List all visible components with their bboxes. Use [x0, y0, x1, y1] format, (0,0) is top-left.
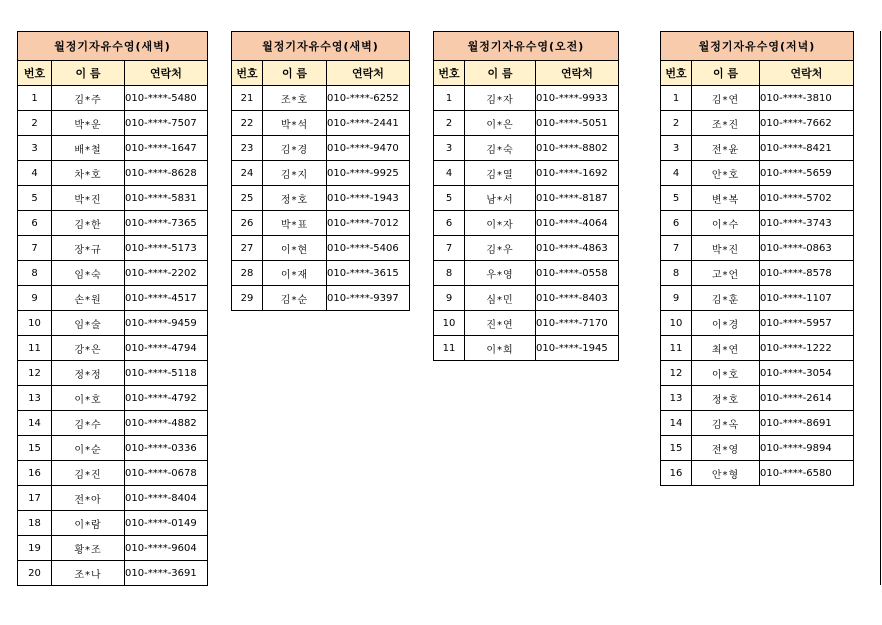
member-contact: 010-****-2614: [760, 386, 854, 411]
member-name: 이*경: [692, 311, 760, 336]
member-number: 4: [661, 161, 692, 186]
member-name: 남*서: [465, 186, 536, 211]
member-contact: 010-****-5831: [125, 186, 208, 211]
member-name: 박*진: [692, 236, 760, 261]
member-name: 조*호: [263, 86, 327, 111]
member-number: 1: [434, 86, 465, 111]
column-header-name: 이 름: [263, 61, 327, 86]
table-row: [434, 236, 619, 261]
column-header-contact: 연락처: [125, 61, 208, 86]
table-row: [232, 161, 410, 186]
member-name: 김*수: [52, 411, 125, 436]
table-row: [434, 86, 619, 111]
table-row: [232, 261, 410, 286]
table-row: [661, 236, 854, 261]
member-number: 7: [434, 236, 465, 261]
table-row: [18, 536, 208, 561]
member-name: 임*숙: [52, 261, 125, 286]
member-number: 12: [661, 361, 692, 386]
member-number: 10: [18, 311, 52, 336]
table-title: 월정기자유수영(저녁): [661, 32, 854, 61]
member-number: 23: [232, 136, 263, 161]
member-number: 6: [18, 211, 52, 236]
table-row: [232, 211, 410, 236]
table-row: [232, 236, 410, 261]
member-number: 13: [18, 386, 52, 411]
member-name: 전*아: [52, 486, 125, 511]
member-name: 이*은: [465, 111, 536, 136]
member-name: 이*람: [52, 511, 125, 536]
member-number: 11: [18, 336, 52, 361]
member-contact: 010-****-8628: [125, 161, 208, 186]
table-row: [18, 336, 208, 361]
member-contact: 010-****-3691: [125, 561, 208, 586]
member-number: 3: [434, 136, 465, 161]
table-row: [18, 386, 208, 411]
member-contact: 010-****-9894: [760, 436, 854, 461]
table-row: [661, 411, 854, 436]
table-row: [18, 111, 208, 136]
member-name: 손*원: [52, 286, 125, 311]
member-number: 9: [661, 286, 692, 311]
table-row: [661, 361, 854, 386]
member-number: 26: [232, 211, 263, 236]
member-number: 8: [18, 261, 52, 286]
member-name: 안*형: [692, 461, 760, 486]
member-name: 이*재: [263, 261, 327, 286]
member-contact: 010-****-5659: [760, 161, 854, 186]
column-header-contact: 연락처: [536, 61, 619, 86]
member-name: 이*희: [465, 336, 536, 361]
member-name: 박*운: [52, 111, 125, 136]
member-contact: 010-****-3054: [760, 361, 854, 386]
member-name: 고*언: [692, 261, 760, 286]
member-name: 진*연: [465, 311, 536, 336]
member-number: 10: [434, 311, 465, 336]
member-name: 조*진: [692, 111, 760, 136]
member-contact: 010-****-8403: [536, 286, 619, 311]
member-contact: 010-****-8578: [760, 261, 854, 286]
member-contact: 010-****-7662: [760, 111, 854, 136]
member-name: 이*수: [692, 211, 760, 236]
table-row: [661, 461, 854, 486]
member-number: 8: [661, 261, 692, 286]
page-edge-divider: [880, 31, 881, 585]
member-contact: 010-****-4794: [125, 336, 208, 361]
member-contact: 010-****-4064: [536, 211, 619, 236]
member-number: 6: [661, 211, 692, 236]
table-row: [18, 511, 208, 536]
member-name: 정*호: [263, 186, 327, 211]
column-header-name: 이 름: [465, 61, 536, 86]
member-name: 김*순: [263, 286, 327, 311]
member-contact: 010-****-0863: [760, 236, 854, 261]
member-number: 25: [232, 186, 263, 211]
member-name: 임*술: [52, 311, 125, 336]
member-contact: 010-****-5118: [125, 361, 208, 386]
member-number: 27: [232, 236, 263, 261]
member-number: 3: [661, 136, 692, 161]
table-row: [661, 261, 854, 286]
member-contact: 010-****-1692: [536, 161, 619, 186]
column-header-number: 번호: [661, 61, 692, 86]
member-contact: 010-****-9604: [125, 536, 208, 561]
member-name: 최*연: [692, 336, 760, 361]
member-contact: 010-****-9933: [536, 86, 619, 111]
table-row: [434, 286, 619, 311]
table-row: [18, 136, 208, 161]
member-name: 김*옥: [692, 411, 760, 436]
member-number: 11: [661, 336, 692, 361]
member-number: 22: [232, 111, 263, 136]
member-name: 김*우: [465, 236, 536, 261]
table-row: [18, 411, 208, 436]
member-number: 2: [661, 111, 692, 136]
column-header-contact: 연락처: [760, 61, 854, 86]
member-contact: 010-****-1222: [760, 336, 854, 361]
member-contact: 010-****-7012: [327, 211, 410, 236]
member-contact: 010-****-4792: [125, 386, 208, 411]
member-number: 13: [661, 386, 692, 411]
member-contact: 010-****-9459: [125, 311, 208, 336]
member-number: 20: [18, 561, 52, 586]
table-row: [661, 386, 854, 411]
member-name: 전*영: [692, 436, 760, 461]
member-name: 김*진: [52, 461, 125, 486]
member-number: 5: [434, 186, 465, 211]
member-number: 2: [434, 111, 465, 136]
member-name: 조*나: [52, 561, 125, 586]
table-title: 월정기자유수영(새벽): [18, 32, 208, 61]
member-contact: 010-****-7365: [125, 211, 208, 236]
member-number: 17: [18, 486, 52, 511]
column-header-contact: 연락처: [327, 61, 410, 86]
member-number: 18: [18, 511, 52, 536]
member-contact: 010-****-5406: [327, 236, 410, 261]
member-contact: 010-****-0149: [125, 511, 208, 536]
member-name: 김*열: [465, 161, 536, 186]
member-name: 이*호: [692, 361, 760, 386]
table-row: [661, 136, 854, 161]
table-row: [18, 436, 208, 461]
member-name: 김*지: [263, 161, 327, 186]
member-table-dawn-1: [17, 31, 208, 586]
member-name: 김*한: [52, 211, 125, 236]
member-name: 우*영: [465, 261, 536, 286]
member-number: 3: [18, 136, 52, 161]
table-row: [661, 111, 854, 136]
member-number: 10: [661, 311, 692, 336]
table-row: [434, 186, 619, 211]
member-contact: 010-****-9397: [327, 286, 410, 311]
member-contact: 010-****-0678: [125, 461, 208, 486]
member-number: 6: [434, 211, 465, 236]
member-name: 박*석: [263, 111, 327, 136]
member-number: 29: [232, 286, 263, 311]
table-row: [434, 161, 619, 186]
member-contact: 010-****-8802: [536, 136, 619, 161]
member-number: 15: [18, 436, 52, 461]
member-contact: 010-****-1647: [125, 136, 208, 161]
member-name: 박*표: [263, 211, 327, 236]
member-table-dawn-2: [231, 31, 410, 311]
table-row: [661, 186, 854, 211]
member-name: 황*조: [52, 536, 125, 561]
member-name: 차*호: [52, 161, 125, 186]
member-number: 16: [18, 461, 52, 486]
table-row: [18, 561, 208, 586]
table-row: [18, 211, 208, 236]
member-table-morning: [433, 31, 619, 361]
member-contact: 010-****-4863: [536, 236, 619, 261]
table-row: [434, 111, 619, 136]
table-row: [661, 311, 854, 336]
member-number: 4: [18, 161, 52, 186]
member-number: 21: [232, 86, 263, 111]
member-contact: 010-****-6580: [760, 461, 854, 486]
member-contact: 010-****-0558: [536, 261, 619, 286]
table-row: [18, 86, 208, 111]
member-number: 7: [18, 236, 52, 261]
member-contact: 010-****-4517: [125, 286, 208, 311]
member-contact: 010-****-8691: [760, 411, 854, 436]
table-row: [18, 161, 208, 186]
member-name: 이*현: [263, 236, 327, 261]
member-number: 8: [434, 261, 465, 286]
member-number: 1: [661, 86, 692, 111]
table-row: [18, 311, 208, 336]
member-name: 배*철: [52, 136, 125, 161]
table-row: [661, 336, 854, 361]
table-row: [661, 286, 854, 311]
member-contact: 010-****-3743: [760, 211, 854, 236]
member-contact: 010-****-4882: [125, 411, 208, 436]
member-contact: 010-****-1107: [760, 286, 854, 311]
table-row: [18, 236, 208, 261]
member-number: 19: [18, 536, 52, 561]
table-row: [232, 111, 410, 136]
member-name: 장*규: [52, 236, 125, 261]
member-name: 강*은: [52, 336, 125, 361]
table-row: [18, 486, 208, 511]
member-contact: 010-****-7170: [536, 311, 619, 336]
member-name: 김*자: [465, 86, 536, 111]
member-table-evening: [660, 31, 854, 486]
member-contact: 010-****-2441: [327, 111, 410, 136]
column-header-name: 이 름: [52, 61, 125, 86]
member-number: 5: [18, 186, 52, 211]
table-row: [661, 436, 854, 461]
member-name: 정*호: [692, 386, 760, 411]
column-header-number: 번호: [18, 61, 52, 86]
member-name: 김*주: [52, 86, 125, 111]
table-row: [232, 186, 410, 211]
table-row: [661, 211, 854, 236]
table-row: [434, 336, 619, 361]
member-name: 전*윤: [692, 136, 760, 161]
member-contact: 010-****-7507: [125, 111, 208, 136]
table-row: [18, 361, 208, 386]
member-number: 5: [661, 186, 692, 211]
table-row: [661, 86, 854, 111]
member-name: 이*호: [52, 386, 125, 411]
member-contact: 010-****-1945: [536, 336, 619, 361]
table-row: [18, 261, 208, 286]
column-header-number: 번호: [434, 61, 465, 86]
member-contact: 010-****-8187: [536, 186, 619, 211]
member-number: 9: [18, 286, 52, 311]
table-row: [232, 136, 410, 161]
member-contact: 010-****-3810: [760, 86, 854, 111]
member-contact: 010-****-5173: [125, 236, 208, 261]
member-name: 정*정: [52, 361, 125, 386]
table-row: [18, 186, 208, 211]
table-row: [434, 211, 619, 236]
member-name: 김*경: [263, 136, 327, 161]
member-name: 김*숙: [465, 136, 536, 161]
table-row: [434, 261, 619, 286]
member-number: 11: [434, 336, 465, 361]
table-row: [18, 461, 208, 486]
member-name: 박*진: [52, 186, 125, 211]
table-title: 월정기자유수영(오전): [434, 32, 619, 61]
member-number: 14: [18, 411, 52, 436]
member-number: 4: [434, 161, 465, 186]
member-contact: 010-****-5957: [760, 311, 854, 336]
table-row: [661, 161, 854, 186]
member-contact: 010-****-5702: [760, 186, 854, 211]
member-contact: 010-****-1943: [327, 186, 410, 211]
member-number: 2: [18, 111, 52, 136]
member-contact: 010-****-8404: [125, 486, 208, 511]
table-row: [18, 286, 208, 311]
table-row: [232, 286, 410, 311]
member-number: 28: [232, 261, 263, 286]
member-name: 김*훈: [692, 286, 760, 311]
member-number: 16: [661, 461, 692, 486]
member-number: 1: [18, 86, 52, 111]
member-name: 변*복: [692, 186, 760, 211]
member-contact: 010-****-8421: [760, 136, 854, 161]
member-contact: 010-****-0336: [125, 436, 208, 461]
member-contact: 010-****-5051: [536, 111, 619, 136]
table-row: [434, 136, 619, 161]
member-contact: 010-****-9925: [327, 161, 410, 186]
member-number: 15: [661, 436, 692, 461]
column-header-name: 이 름: [692, 61, 760, 86]
column-header-number: 번호: [232, 61, 263, 86]
table-row: [232, 86, 410, 111]
member-number: 7: [661, 236, 692, 261]
member-contact: 010-****-6252: [327, 86, 410, 111]
member-name: 심*민: [465, 286, 536, 311]
member-contact: 010-****-3615: [327, 261, 410, 286]
member-number: 12: [18, 361, 52, 386]
member-name: 안*호: [692, 161, 760, 186]
member-contact: 010-****-5480: [125, 86, 208, 111]
member-name: 김*연: [692, 86, 760, 111]
table-title: 월정기자유수영(새벽): [232, 32, 410, 61]
member-name: 이*자: [465, 211, 536, 236]
table-row: [434, 311, 619, 336]
member-contact: 010-****-2202: [125, 261, 208, 286]
member-number: 9: [434, 286, 465, 311]
member-contact: 010-****-9470: [327, 136, 410, 161]
member-name: 이*순: [52, 436, 125, 461]
member-number: 24: [232, 161, 263, 186]
member-number: 14: [661, 411, 692, 436]
